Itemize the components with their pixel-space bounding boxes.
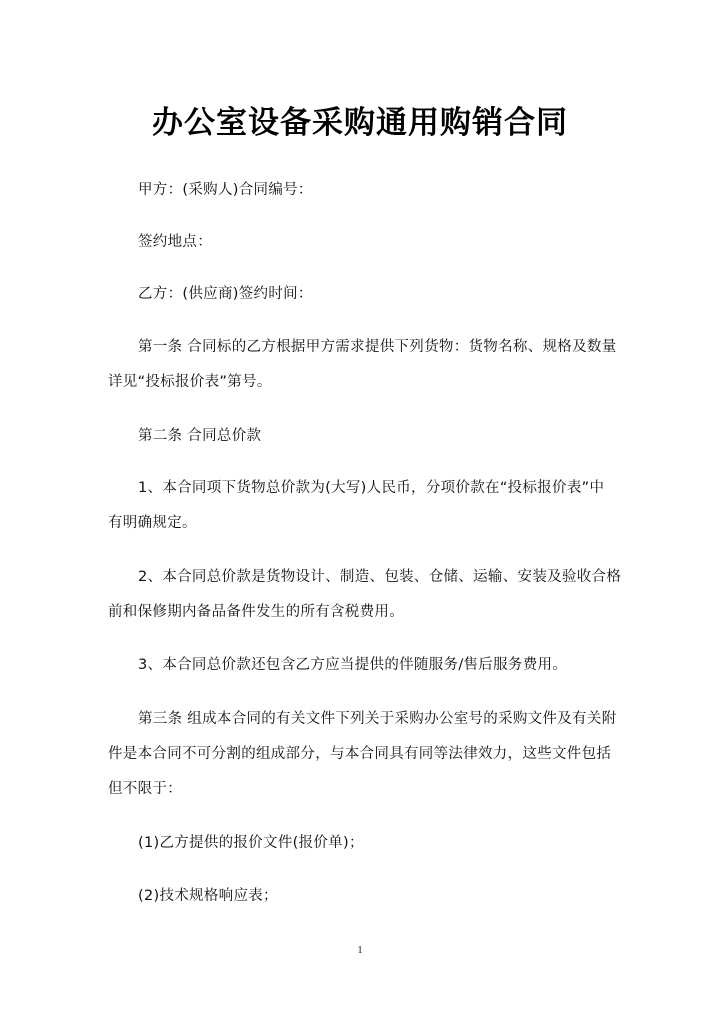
article-1-line-2: 详见“投标报价表”第号。	[108, 374, 272, 390]
page-number: 1	[357, 944, 363, 956]
article-2-clause-2-line-2: 前和保修期内备品备件发生的所有含税费用。	[108, 604, 404, 620]
party-a-field: 甲方：(采购人)合同编号：	[138, 182, 313, 198]
article-2-heading: 第二条 合同总价款	[138, 428, 262, 444]
signing-place-field: 签约地点：	[138, 234, 212, 250]
article-1-line-1: 第一条 合同标的乙方根据甲方需求提供下列货物：货物名称、规格及数量	[138, 339, 617, 355]
article-3-line-2: 件是本合同不可分割的组成部分，与本合同具有同等法律效力，这些文件包括	[108, 746, 612, 762]
article-3-item-2: (2)技术规格响应表；	[138, 888, 278, 904]
article-2-clause-1-line-1: 1、本合同项下货物总价款为(大写)人民币，分项价款在“投标报价表”中	[138, 480, 605, 496]
party-b-field: 乙方：(供应商)签约时间：	[138, 286, 313, 302]
article-2-clause-1-line-2: 有明确规定。	[108, 515, 197, 531]
article-2-clause-2-line-1: 2、本合同总价款是货物设计、制造、包装、仓储、运输、安装及验收合格	[138, 569, 622, 585]
article-3-item-1: (1)乙方提供的报价文件(报价单)；	[138, 835, 364, 851]
article-3-line-1: 第三条 组成本合同的有关文件下列关于采购办公室号的采购文件及有关附	[138, 711, 617, 727]
document-title: 办公室设备采购通用购销合同	[152, 105, 568, 141]
article-3-line-3: 但不限于：	[108, 781, 182, 797]
article-2-clause-3: 3、本合同总价款还包含乙方应当提供的伴随服务/售后服务费用。	[138, 657, 568, 673]
